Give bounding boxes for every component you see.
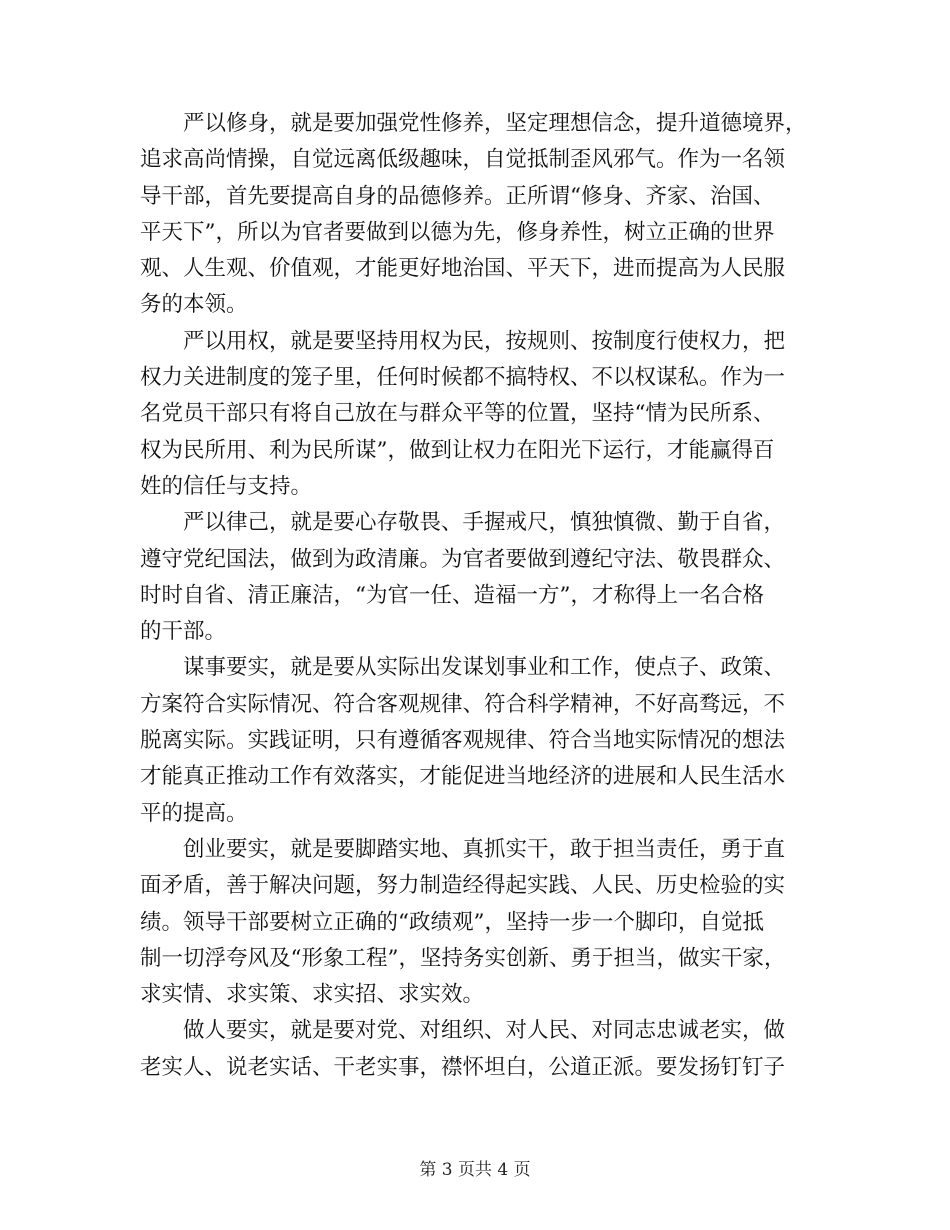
text-line: 时时自省、清正廉洁，“为官一任、造福一方”，才称得上一名合格 <box>140 582 764 608</box>
text-line: 求实情、求实策、求实招、求实效。 <box>140 982 485 1008</box>
text-line: 做人要实，就是要对党、对组织、对人民、对同志忠诚老实，做 <box>183 1018 786 1044</box>
text-line: 平天下”，所以为官者要做到以德为先，修身养性，树立正确的世界 <box>140 219 775 245</box>
text-line: 权为民所用、利为民所谋”，做到让权力在阳光下运行，才能赢得百 <box>140 437 775 463</box>
text-line: 观、人生观、价值观，才能更好地治国、平天下，进而提高为人民服 <box>140 256 786 282</box>
text-line: 谋事要实，就是要从实际出发谋划事业和工作，使点子、政策、 <box>183 655 786 681</box>
text-line: 平的提高。 <box>140 800 248 826</box>
text-line: 老实人、说老实话、干老实事，襟怀坦白，公道正派。要发扬钉钉子 <box>140 1054 786 1080</box>
text-line: 才能真正推动工作有效落实，才能促进当地经济的进展和人民生活水 <box>140 764 786 790</box>
text-line: 创业要实，就是要脚踏实地、真抓实干，敢于担当责任，勇于直 <box>183 836 786 862</box>
text-line: 严以修身，就是要加强党性修养，坚定理想信念，提升道德境界， <box>183 111 807 136</box>
document-body <box>140 106 807 1086</box>
text-line: 绩。领导干部要树立正确的“政绩观”，坚持一步一个脚印，自觉抵 <box>140 909 764 935</box>
paragraph <box>140 650 807 831</box>
paragraph <box>140 324 807 505</box>
paragraph <box>140 505 807 650</box>
paragraph <box>140 1013 807 1086</box>
page-footer: 第 3 页共 4 页 <box>419 1160 531 1180</box>
text-line: 严以律己，就是要心存敬畏、手握戒尺，慎独慎微、勤于自省， <box>183 510 786 536</box>
text-line: 的干部。 <box>140 619 227 645</box>
text-line: 严以用权，就是要坚持用权为民，按规则、按制度行使权力，把 <box>183 328 786 354</box>
text-line: 面矛盾，善于解决问题，努力制造经得起实践、人民、历史检验的实 <box>140 873 786 899</box>
text-line: 遵守党纪国法，做到为政清廉。为官者要做到遵纪守法、敬畏群众、 <box>140 546 786 572</box>
text-line: 追求高尚情操，自觉远离低级趣味，自觉抵制歪风邪气。作为一名领 <box>140 147 786 173</box>
text-line: 姓的信任与支持。 <box>140 473 313 499</box>
text-line: 导干部，首先要提高自身的品德修养。正所谓“修身、齐家、治国、 <box>140 183 775 209</box>
text-line: 方案符合实际情况、符合客观规律、符合科学精神，不好高骛远，不 <box>140 691 786 717</box>
text-line: 制一切浮夸风及“形象工程”，坚持务实创新、勇于担当，做实干家， <box>140 945 786 971</box>
text-line: 务的本领。 <box>140 292 248 318</box>
text-line: 脱离实际。实践证明，只有遵循客观规律、符合当地实际情况的想法 <box>140 728 786 754</box>
text-line: 名党员干部只有将自己放在与群众平等的位置，坚持“情为民所系、 <box>140 401 775 427</box>
text-line: 权力关进制度的笼子里，任何时候都不搞特权、不以权谋私。作为一 <box>140 365 786 391</box>
paragraph <box>140 832 807 1013</box>
paragraph <box>140 106 807 324</box>
